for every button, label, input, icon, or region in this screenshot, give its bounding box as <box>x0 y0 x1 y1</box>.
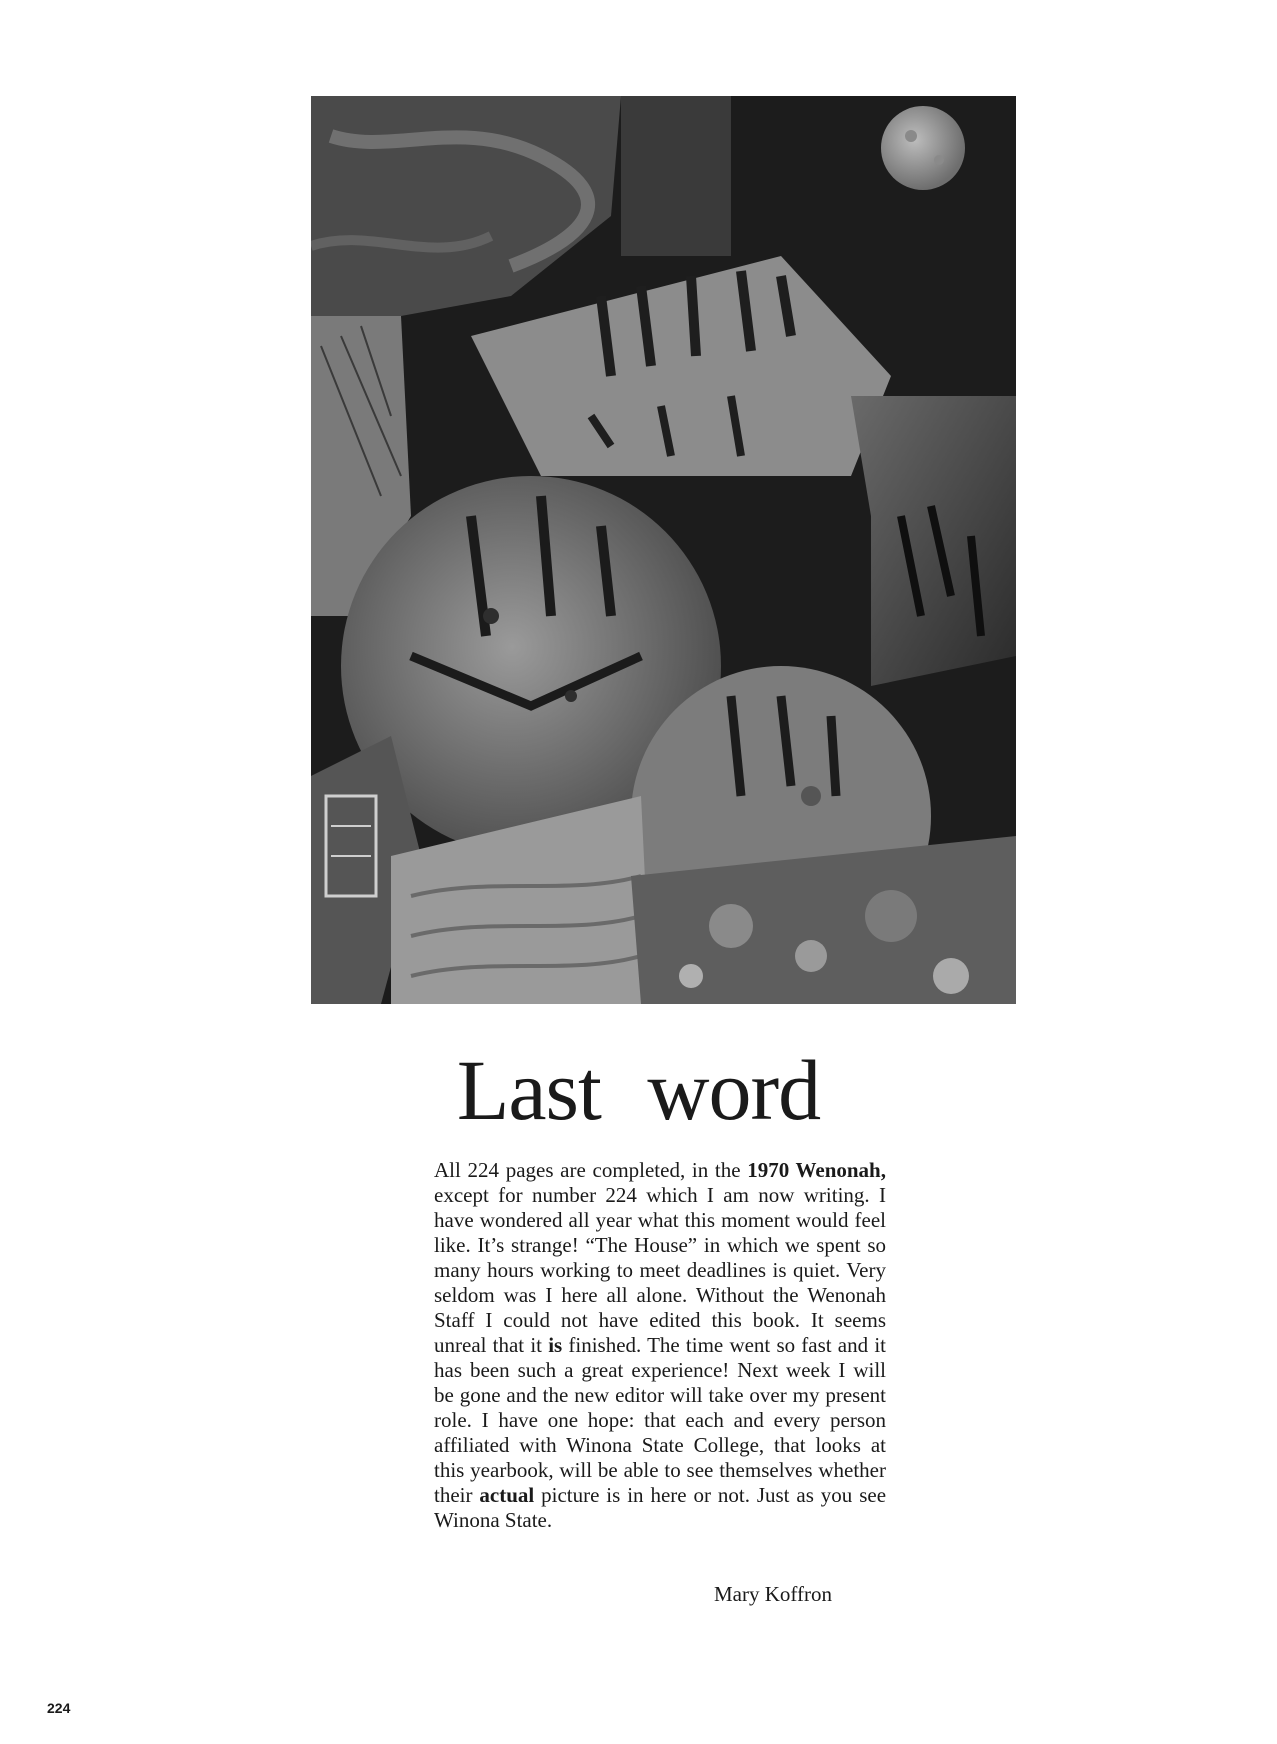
collage-photo <box>311 96 1016 1004</box>
moon-icon <box>881 106 965 190</box>
body-text-segment: finished. The time went so fast and it has been such a great experience! Next week I will be gone and the new editor will take over my present role. I have one hope: that each and every person affiliated with Winona State College, that looks at this yearbook, will be able to see themselves whether their <box>434 1333 886 1507</box>
emphasis-actual: actual <box>479 1483 535 1507</box>
body-text-segment: picture is in here or not. Just as you see Winona State. <box>434 1483 887 1532</box>
body-text-segment: except for number 224 which I am now writing. I have wondered all year what this moment would feel like. It’s strange! “The House” in which we spent so many hours working to meet deadlines is quiet. Very seldom was I here all alone. Without the Wenonah Staff I could not have edited this book. It seems unreal that it <box>434 1183 886 1357</box>
yearbook-name: 1970 Wenonah, <box>747 1158 886 1182</box>
body-paragraph <box>434 1158 886 1533</box>
page-title: Last word <box>456 1042 821 1138</box>
author-signature: Mary Koffron <box>714 1582 833 1606</box>
body-text-segment: All 224 pages are completed, in the <box>434 1158 748 1182</box>
page-number: 224 <box>47 1700 71 1716</box>
emphasis-is: is <box>548 1333 563 1357</box>
